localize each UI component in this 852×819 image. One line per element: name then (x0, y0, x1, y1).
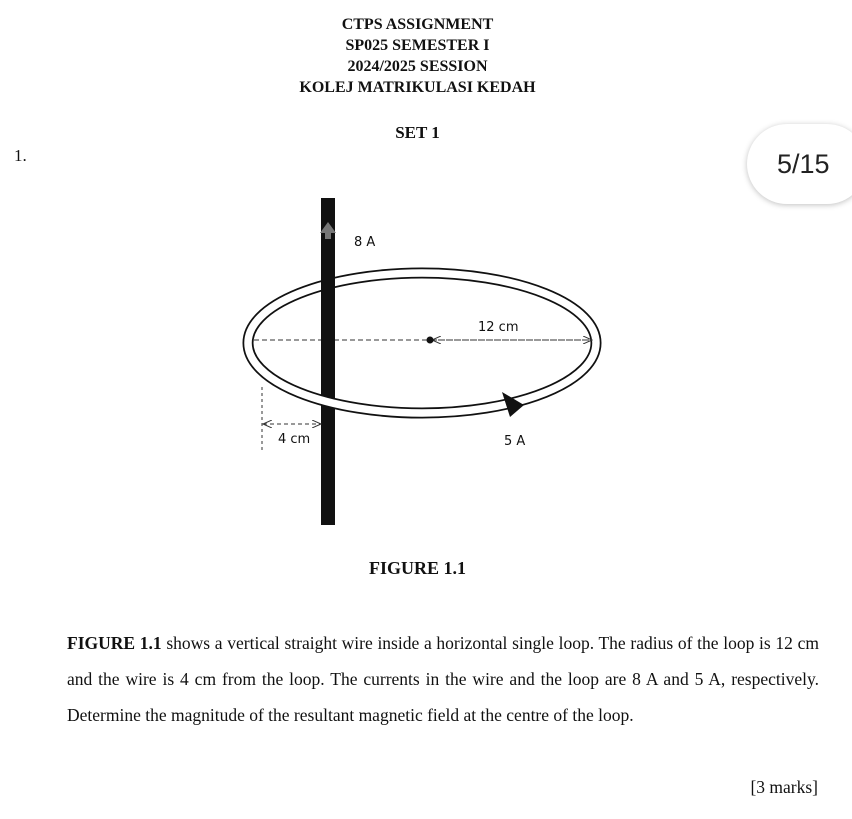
page-indicator-text: 5/15 (777, 148, 830, 179)
marks-label: [3 marks] (750, 777, 818, 797)
loop-ring-back (248, 273, 596, 343)
header-title: CTPS ASSIGNMENT (341, 16, 494, 33)
loop-centre-dot (427, 337, 434, 344)
set-label: SET 1 (395, 123, 440, 142)
radius-label: 12 cm (478, 320, 519, 335)
question-text (67, 625, 819, 733)
distance-label: 4 cm (278, 432, 311, 447)
straight-wire (321, 198, 335, 525)
figure-reference: FIGURE 1.1 (67, 633, 162, 653)
header-session: 2024/2025 SESSION (347, 58, 488, 75)
document-header (0, 14, 835, 98)
figure-diagram (240, 195, 610, 535)
question-body: shows a vertical straight wire inside a horizontal single loop. The radius of the loop is 12 cm and the wire is 4 cm from the loop. The currents in the wire and the loop are 8 A and 5 A, respectively. Determine the magnitude of the resultant magnetic field at the centre of the loop. (67, 633, 819, 725)
header-institution: KOLEJ MATRIKULASI KEDAH (299, 79, 536, 96)
question-number: 1. (14, 146, 27, 165)
header-course: SP025 SEMESTER I (345, 37, 490, 54)
loop-current-label: 5 A (504, 434, 526, 449)
page-indicator (747, 124, 852, 204)
wire-current-label: 8 A (354, 235, 376, 250)
loop-ring-front (248, 343, 596, 413)
figure-caption: FIGURE 1.1 (368, 558, 466, 578)
